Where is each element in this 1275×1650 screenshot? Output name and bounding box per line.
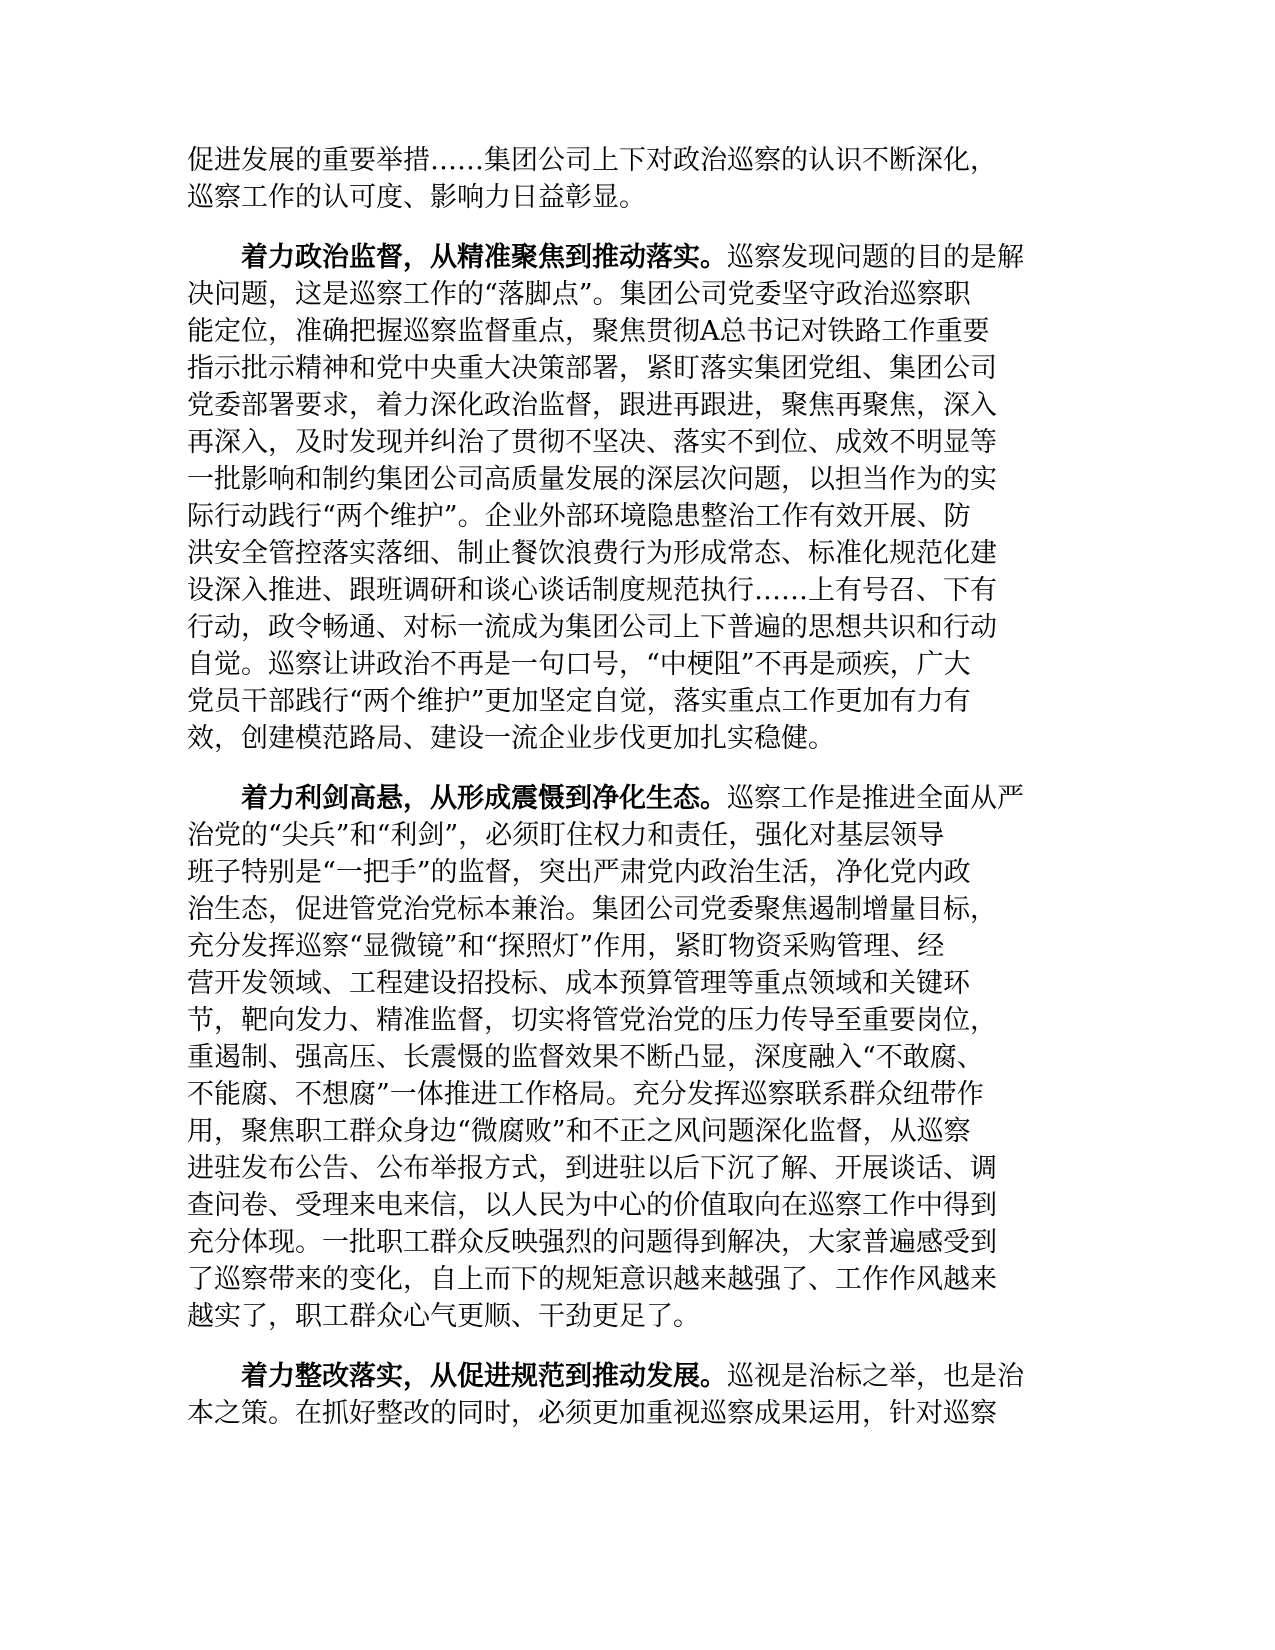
text-line: [187, 1358, 1047, 1395]
text-line: 自觉。巡察让讲政治不再是一句口号，“中梗阻”不再是顽疾，广大: [187, 649, 971, 680]
text-line: 越实了，职工群众心气更顺、干劲更足了。: [187, 1301, 700, 1332]
text-line: 充分发挥巡察“显微镜”和“探照灯”作用，紧盯物资采购管理、经: [187, 931, 945, 962]
text-line: 决问题，这是巡察工作的“落脚点”。集团公司党委坚守政治巡察职: [187, 279, 971, 310]
paragraph-political-supervision: [187, 239, 1047, 757]
text-line: 重遏制、强高压、长震慑的监督效果不断凸显，深度融入“不敢腐、: [187, 1042, 984, 1073]
text-line: 不能腐、不想腐”一体推进工作格局。充分发挥巡察联系群众纽带作: [187, 1079, 984, 1110]
text-fragment: 巡察工作是推进全面从严: [727, 783, 1024, 814]
paragraph-heading: 着力整改落实，从促进规范到推动发展。: [241, 1361, 727, 1392]
document-page: [187, 142, 1047, 1432]
text-fragment: 巡视是治标之举，也是治: [727, 1361, 1024, 1392]
text-line: 班子特别是“一把手”的监督，突出严肃党内政治生活，净化党内政: [187, 857, 971, 888]
text-line: 能定位，准确把握巡察监督重点，聚焦贯彻A总书记对铁路工作重要: [187, 316, 990, 347]
text-line: 营开发领域、工程建设招投标、成本预算管理等重点领域和关键环: [187, 968, 970, 999]
text-line: 治党的“尖兵”和“利剑”，必须盯住权力和责任，强化对基层领导: [187, 820, 945, 851]
text-line: 了巡察带来的变化，自上而下的规矩意识越来越强了、工作作风越来: [187, 1264, 997, 1295]
text-line: 进驻发布公告、公布举报方式，到进驻以后下沉了解、开展谈话、调: [187, 1153, 997, 1184]
paragraph-rectification: [187, 1358, 1047, 1432]
paragraph-sword-deterrence: [187, 780, 1047, 1335]
text-line: 党员干部践行“两个维护”更加坚定自觉，落实重点工作更加有力有: [187, 686, 971, 717]
text-line: 再深入，及时发现并纠治了贯彻不坚决、落实不到位、成效不明显等: [187, 427, 997, 458]
text-line: 际行动践行“两个维护”。企业外部环境隐患整治工作有效开展、防: [187, 501, 971, 532]
text-line: 效，创建模范路局、建设一流企业步伐更加扎实稳健。: [187, 723, 835, 754]
text-fragment: 巡察发现问题的目的是解: [727, 242, 1024, 273]
text-line: 设深入推进、跟班调研和谈心谈话制度规范执行……上有号召、下有: [187, 575, 997, 606]
text-line: 巡察工作的认可度、影响力日益彰显。: [187, 182, 646, 213]
text-line: 行动，政令畅通、对标一流成为集团公司上下普遍的思想共识和行动: [187, 612, 997, 643]
text-line: 治生态，促进管党治党标本兼治。集团公司党委聚焦遏制增量目标，: [187, 894, 997, 925]
text-line: 本之策。在抓好整改的同时，必须更加重视巡察成果运用，针对巡察: [187, 1398, 997, 1429]
text-line: 指示批示精神和党中央重大决策部署，紧盯落实集团党组、集团公司: [187, 353, 997, 384]
paragraph-continuation: [187, 142, 1047, 216]
paragraph-heading: 着力政治监督，从精准聚焦到推动落实。: [241, 242, 727, 273]
text-line: 用，聚焦职工群众身边“微腐败”和不正之风问题深化监督，从巡察: [187, 1116, 971, 1147]
text-line: 促进发展的重要举措……集团公司上下对政治巡察的认识不断深化，: [187, 145, 997, 176]
text-line: 节，靶向发力、精准监督，切实将管党治党的压力传导至重要岗位，: [187, 1005, 997, 1036]
text-line: 洪安全管控落实落细、制止餐饮浪费行为形成常态、标准化规范化建: [187, 538, 997, 569]
text-line: 党委部署要求，着力深化政治监督，跟进再跟进，聚焦再聚焦，深入: [187, 390, 997, 421]
text-line: [187, 780, 1047, 817]
text-line: 一批影响和制约集团公司高质量发展的深层次问题，以担当作为的实: [187, 464, 997, 495]
paragraph-heading: 着力利剑高悬，从形成震慑到净化生态。: [241, 783, 727, 814]
text-line: 查问卷、受理来电来信，以人民为中心的价值取向在巡察工作中得到: [187, 1190, 997, 1221]
text-line: [187, 239, 1047, 276]
text-line: 充分体现。一批职工群众反映强烈的问题得到解决，大家普遍感受到: [187, 1227, 997, 1258]
